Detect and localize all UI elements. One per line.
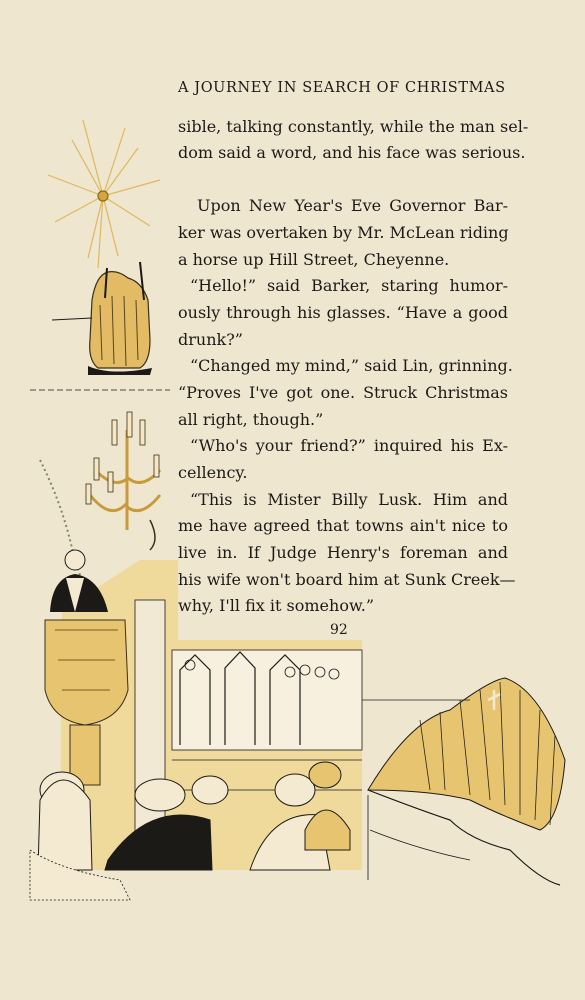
text-line: ously through his glasses. “Have a good <box>178 303 508 322</box>
text-line: why, I'll fix it somehow.” <box>178 596 375 615</box>
text-line: ker was overtaken by Mr. McLean riding <box>178 223 509 242</box>
text-line: cellency. <box>178 463 248 482</box>
star-icon <box>48 120 160 268</box>
text-line: dom said a word, and his face was serious. <box>178 143 526 162</box>
mountain-with-cross-illustration <box>362 678 565 885</box>
text-line: “Changed my mind,” said Lin, grinning. <box>190 356 513 375</box>
wise-men-illustration <box>30 262 170 390</box>
text-line: all right, though.” <box>178 410 324 429</box>
text-line: “This is Mister Billy Lusk. Him and <box>190 490 508 509</box>
text-line: “Who's your friend?” inquired his Ex- <box>190 436 508 455</box>
text-line: “Proves I've got one. Struck Christmas <box>178 383 508 402</box>
page-number: 92 <box>330 622 348 638</box>
text-line: drunk?” <box>178 330 243 349</box>
text-line: Upon New Year's Eve Governor Bar- <box>197 196 508 215</box>
running-head: A JOURNEY IN SEARCH OF CHRISTMAS <box>178 80 506 96</box>
text-line: live in. If Judge Henry's foreman and <box>178 543 508 562</box>
text-line: me have agreed that towns ain't nice to <box>178 516 508 535</box>
text-line: his wife won't board him at Sunk Creek— <box>178 570 516 589</box>
text-line: sible, talking constantly, while the man sel- <box>178 117 529 136</box>
text-line: “Hello!” said Barker, staring humor- <box>190 276 508 295</box>
text-line: a horse up Hill Street, Cheyenne. <box>178 250 450 269</box>
